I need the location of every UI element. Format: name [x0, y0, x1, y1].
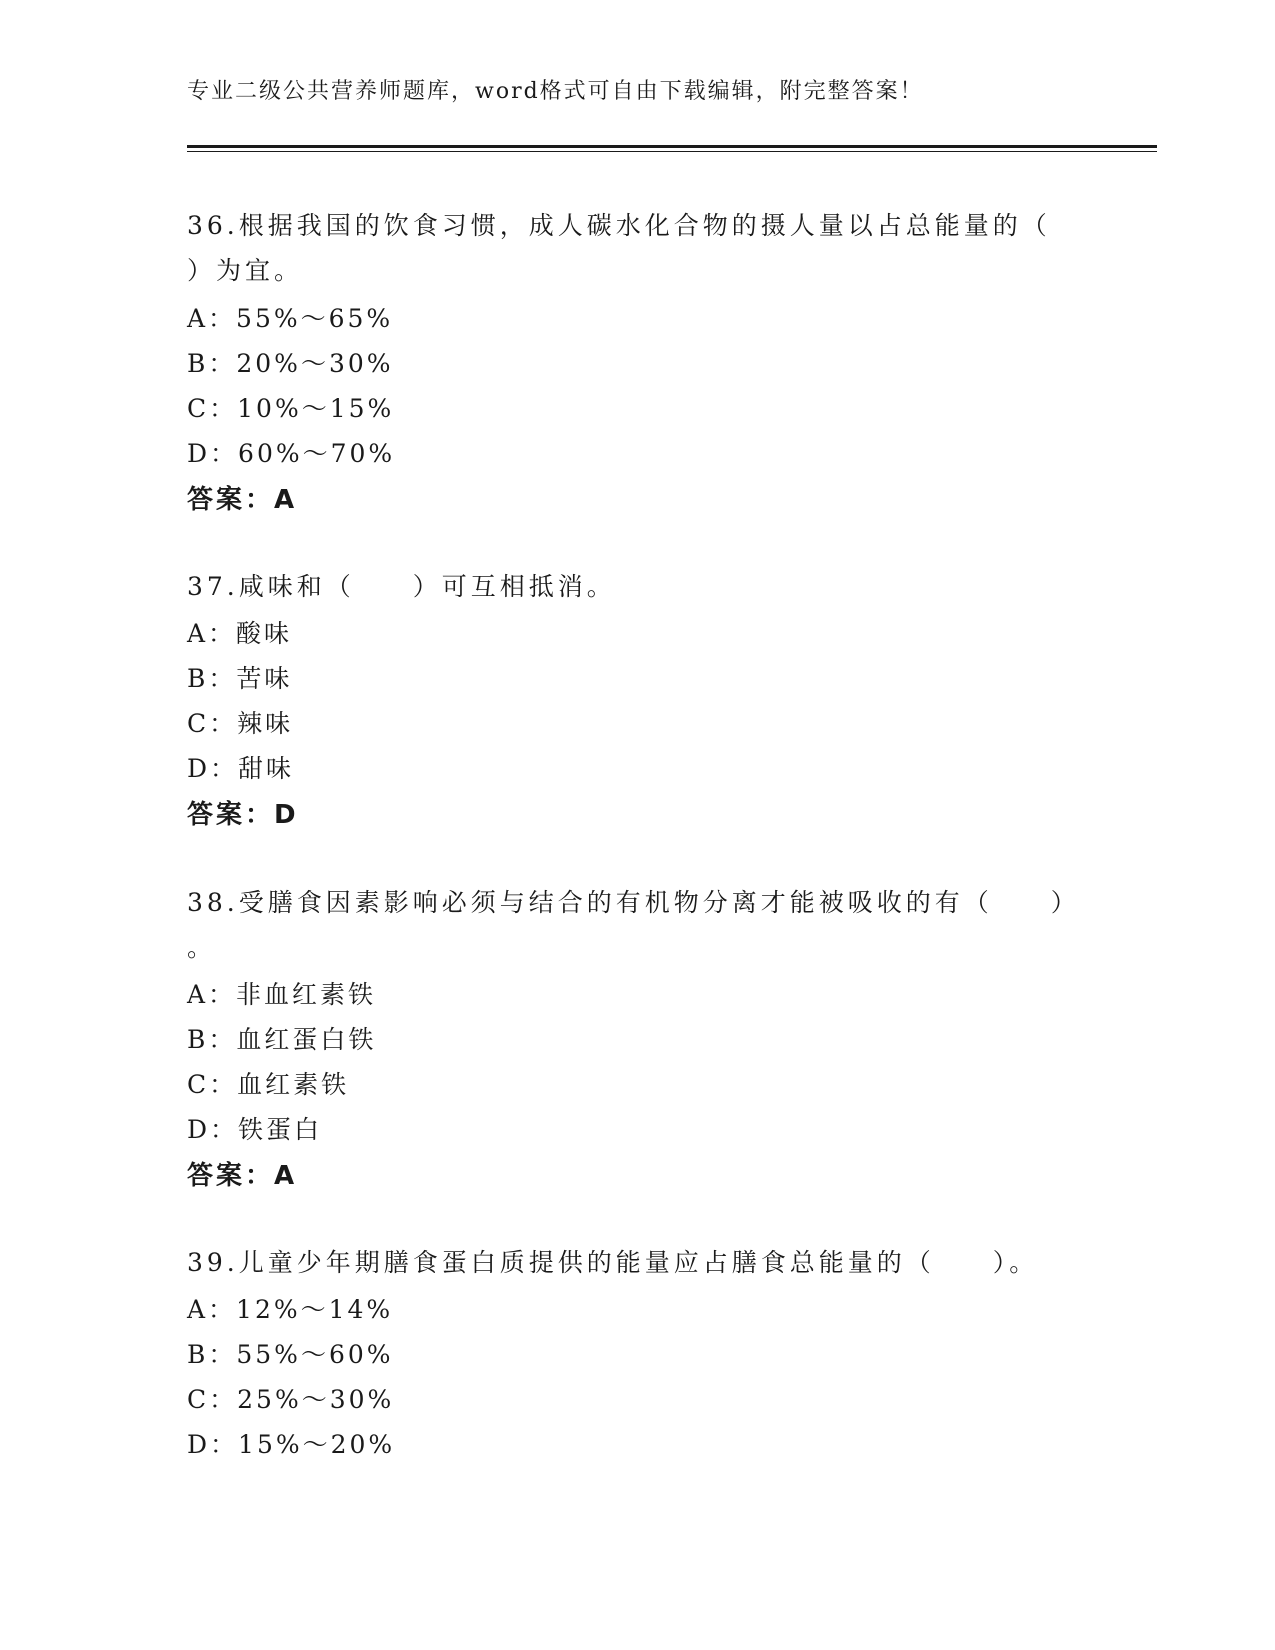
question-38-option-d: D：铁蛋白 — [187, 1115, 323, 1144]
question-36-stem: 36.根据我国的饮食习惯，成人碳水化合物的摄人量以占总能量的（ — [187, 211, 1051, 240]
question-37-option-d: D：甜味 — [187, 754, 295, 783]
question-37-stem: 37.咸味和（ ）可互相抵消。 — [187, 572, 616, 601]
question-39-option-b: B：55%～60% — [187, 1340, 394, 1369]
question-36-option-b: B：20%～30% — [187, 349, 394, 378]
question-37-option-b: B：苦味 — [187, 664, 293, 693]
question-38-option-b: B：血红蛋白铁 — [187, 1025, 377, 1054]
header-rule-thick — [187, 145, 1157, 148]
question-38-stem: 38.受膳食因素影响必须与结合的有机物分离才能被吸收的有（ ） — [187, 888, 1080, 917]
question-36-option-a: A：55%～65% — [187, 304, 394, 333]
question-39-option-a: A：12%～14% — [187, 1295, 394, 1324]
question-36-stem-cont: ）为宜。 — [187, 256, 304, 285]
question-36-option-d: D：60%～70% — [187, 439, 396, 468]
question-38-stem-cont: 。 — [187, 933, 217, 962]
header-rule-thin — [187, 151, 1157, 152]
question-38-option-c: C：血红素铁 — [187, 1070, 350, 1099]
question-37-option-a: A：酸味 — [187, 619, 293, 648]
question-37-option-c: C：辣味 — [187, 709, 294, 738]
question-39-option-c: C：25%～30% — [187, 1385, 395, 1414]
question-36-option-c: C：10%～15% — [187, 394, 395, 423]
question-39-option-d: D：15%～20% — [187, 1430, 396, 1459]
question-38-option-a: A：非血红素铁 — [187, 980, 377, 1009]
question-37-answer: 答案：D — [187, 800, 299, 830]
page-header: 专业二级公共营养师题库，word格式可自由下载编辑，附完整答案！ — [187, 79, 924, 104]
question-38-answer: 答案：A — [187, 1161, 298, 1191]
question-39-stem: 39.儿童少年期膳食蛋白质提供的能量应占膳食总能量的（ ）。 — [187, 1248, 1039, 1277]
question-36-answer: 答案：A — [187, 485, 298, 515]
